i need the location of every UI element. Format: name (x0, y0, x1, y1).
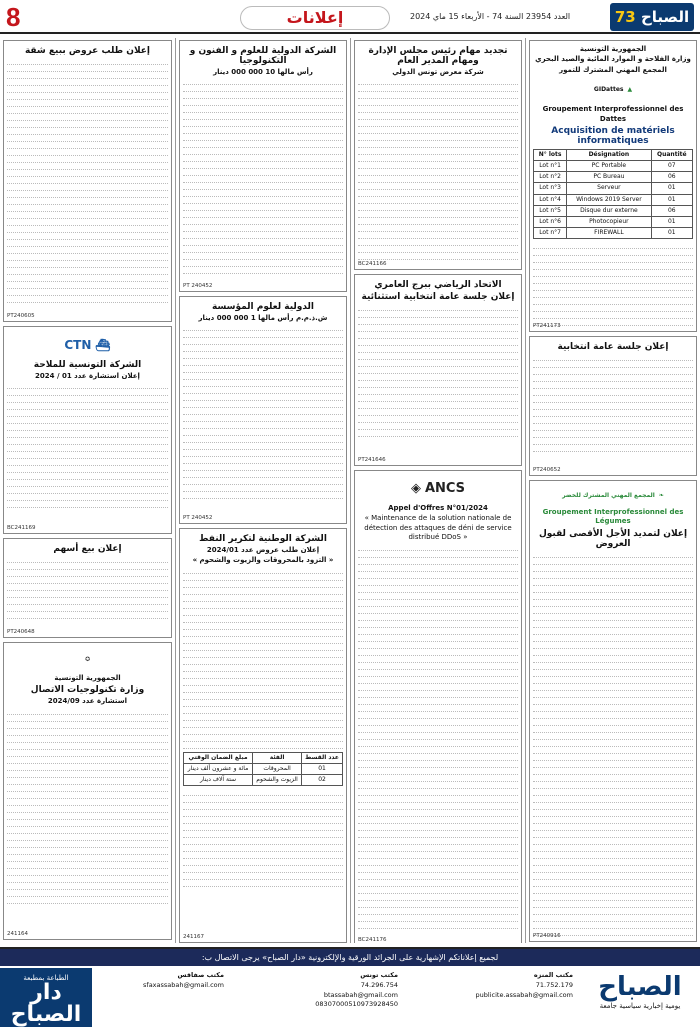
ad-code: PT 240452 (183, 282, 213, 289)
ad-ctn (3, 326, 172, 534)
ad-body-lines (7, 58, 168, 322)
table-cell: 01 (651, 216, 692, 227)
column-1 (525, 38, 700, 943)
office-email: sfaxassabah@gmail.com (143, 980, 224, 989)
office-email: btassabah@gmail.com (323, 990, 398, 999)
ad-title: الاتحاد الرياضي ببرج العامري (374, 280, 502, 290)
ad-body-lines (7, 382, 168, 534)
ad-code: 241167 (183, 933, 204, 940)
ad-code: 241164 (7, 930, 28, 937)
table-cell: Serveur (567, 183, 651, 194)
ad-body-lines (358, 304, 518, 466)
ad-code: BC241166 (358, 260, 387, 267)
section-title: إعلانات (240, 6, 390, 30)
ad-apartment-sale (3, 40, 172, 322)
table-cell: Disque dur externe (567, 205, 651, 216)
ad-code: PT240605 (7, 312, 35, 319)
ad-title: تجديد مهام رئيس مجلس الإدارة ومهام المدير العام (368, 46, 508, 66)
table-cell: 01 (651, 183, 692, 194)
right-logo-sub: يومية إخبارية سياسية جامعة (599, 1002, 681, 1010)
guarantee-table (183, 752, 343, 786)
column-3 (175, 38, 350, 943)
ad-sub: رأس مالها 10 000 000 دينار (213, 68, 313, 76)
masthead-logo (610, 3, 694, 31)
table-cell: ستة آلاف دينار (184, 775, 253, 786)
table-cell: Lot n°5 (534, 205, 567, 216)
ad-body-lines (358, 544, 518, 943)
ship-icon: ⛴ (95, 337, 111, 352)
office-phone: 74.296.754 (360, 980, 398, 989)
table-cell: مائة و عشرون ألف دينار (184, 763, 253, 774)
ad-title: إعلان جلسة عامة انتخابية (557, 342, 669, 352)
footer-right-logo (580, 968, 700, 1027)
ad-intl-enterprise (179, 296, 347, 524)
footer-bar: لجميع إعلاناتكم الإشهارية على الجرائد الورقية والإلكترونية «دار الصباح» يرجى الاتصال ب: (0, 949, 700, 966)
table-row (534, 227, 693, 238)
table-cell: PC Bureau (567, 172, 651, 183)
ad-title: إعلان طلب عروض ببيع شقة (24, 46, 151, 56)
table-cell: Lot n°1 (534, 161, 567, 172)
ad-body-lines-2 (183, 789, 343, 887)
ad-fr-org: Groupement Interprofessionnel des Dattes (542, 105, 684, 123)
issue-line: العدد 23954 السنة 74 - الأربعاء 15 ماي 2024 (410, 12, 571, 21)
legumes-logo (533, 486, 693, 506)
ad-code: PT241646 (358, 456, 386, 463)
ad-assembly (529, 336, 697, 476)
ad-sub2: « التزود بالمحروقات والزيوت والشحوم » (192, 556, 334, 565)
lots-table (533, 149, 693, 239)
table-row (534, 205, 693, 216)
table-cell: Lot n°6 (534, 216, 567, 227)
ad-ministry-comm (3, 642, 172, 940)
ad-sub: وزارة الفلاحة و الموارد المائية والصيد البحري (535, 55, 691, 64)
ad-sub: « Maintenance de la solution nationale de détection des attaques de déni de service distribué DDoS » (364, 514, 512, 542)
ad-kram-expo (354, 40, 522, 270)
table-cell: Lot n°4 (534, 194, 567, 205)
ad-body-lines (183, 324, 343, 524)
ad-stir (179, 528, 347, 943)
ancs-icon: ◈ (410, 481, 421, 497)
ad-code: PT241173 (533, 322, 561, 329)
logo-label: GIDattes (593, 86, 624, 94)
ad-title: الجمهورية التونسية (54, 674, 121, 682)
table-row (184, 775, 343, 786)
table-row (534, 194, 693, 205)
ad-legumes (529, 480, 697, 942)
page-number: 8 (6, 2, 21, 32)
table-cell: Lot n°3 (534, 183, 567, 194)
table-cell: 01 (651, 227, 692, 238)
ad-sub: إعلان استشارة عدد 01 / 2024 (35, 372, 140, 380)
table-cell: 06 (651, 205, 692, 216)
ad-fr-title: Acquisition de matériels informatiques (551, 126, 675, 147)
table-cell: Lot n°7 (534, 227, 567, 238)
ministry-logo (7, 648, 168, 672)
column-2 (350, 38, 525, 943)
ad-code: PT 240452 (183, 514, 213, 521)
ad-code: PT240648 (7, 628, 35, 635)
office-name: مكتب تونس (360, 971, 398, 979)
table-cell: PC Portable (567, 161, 651, 172)
ad-body-lines (533, 551, 693, 942)
page-header (0, 0, 700, 34)
table-cell: الزيوت والشحوم (253, 775, 302, 786)
ad-code: BC241169 (7, 524, 36, 531)
logo-text: الصباح (640, 8, 690, 26)
ad-sports-union (354, 274, 522, 466)
footer-office-sfax (98, 969, 228, 1027)
ad-title: إعلان لتمديد الأجل الأقصى لقبول العروض (538, 528, 688, 549)
table-row (534, 172, 693, 183)
ad-title: Appel d'Offres N°01/2024 (388, 504, 488, 512)
footer (0, 947, 700, 1027)
logo-number: 73 (614, 8, 636, 26)
ad-intl-science (179, 40, 347, 292)
office-name: مكتب صفاقس (177, 971, 224, 979)
th-amount: مبلغ الضمان الوقتي (184, 752, 253, 763)
ad-body-lines (358, 78, 518, 270)
table-row (534, 161, 693, 172)
ad-sub: إعلان طلب عروض عدد 2024/01 (206, 546, 320, 554)
table-cell: المحروقات (253, 763, 302, 774)
table-row (534, 216, 693, 227)
table-cell: Windows 2019 Server (567, 194, 651, 205)
ad-gidattes (529, 40, 697, 332)
emblem-icon: ✪ (84, 655, 91, 663)
ad-org: Groupement Interprofessionnel des Légumes (542, 508, 684, 526)
ad-body-lines (7, 708, 168, 940)
table-cell: 02 (302, 775, 343, 786)
table-row (184, 763, 343, 774)
ad-title: الشركة الدولية للعلوم و الفنون و التكنولوجيا (189, 46, 337, 66)
ad-body-lines (183, 567, 343, 749)
th-lot: عدد القسط (302, 752, 343, 763)
ad-body-lines (533, 354, 693, 476)
table-cell: Photocopieur (567, 216, 651, 227)
footer-left-logo (0, 968, 92, 1027)
th-category: الفئة (253, 752, 302, 763)
table-cell: 01 (651, 194, 692, 205)
ancs-logo (358, 476, 518, 502)
ad-shares-sale (3, 538, 172, 638)
office-iban: 08307000510973928450 (315, 1000, 398, 1009)
logo-label: ANCS (424, 481, 466, 497)
left-logo-text: دار الصباح (10, 980, 82, 1027)
ad-sub2: المجمع المهني المشترك للتمور (559, 65, 667, 74)
ad-title: الشركة التونسية للملاحة (33, 360, 142, 370)
table-cell: 07 (651, 161, 692, 172)
logo-label: CTN (64, 337, 92, 352)
office-email: publicite.assabah@gmail.com (475, 990, 573, 999)
footer-office-menzah (405, 969, 577, 1027)
ad-title: الدولية لعلوم المؤسسة (211, 302, 314, 312)
ad-code: BC241176 (358, 936, 387, 943)
ad-body-lines (533, 242, 693, 332)
right-logo-text: الصباح (598, 972, 682, 1002)
table-cell: Lot n°2 (534, 172, 567, 183)
ad-title: إعلان بيع أسهم (53, 544, 122, 554)
palm-icon: ▲ (627, 86, 633, 94)
th-qty: Quantité (651, 150, 692, 161)
table-cell: FIREWALL (567, 227, 651, 238)
ad-sub: شركة معرض تونس الدولي (392, 68, 484, 76)
table-cell: 01 (302, 763, 343, 774)
th-desig: Désignation (567, 150, 651, 161)
ad-sub2: استشارة عدد 2024/09 (47, 697, 128, 706)
ad-code: PT240652 (533, 466, 561, 473)
table-row (534, 183, 693, 194)
ad-title: الشركة الوطنية لتكرير النفط (199, 534, 327, 544)
ad-code: PT240916 (533, 932, 561, 939)
logo-label: المجمع المهني المشترك للخضر (562, 491, 655, 499)
table-cell: 06 (651, 172, 692, 183)
column-4 (0, 38, 175, 943)
leaf-icon: ❧ (658, 491, 664, 499)
left-logo-sub: الطباعة بمطبعة (23, 974, 69, 982)
th-lot: N° lots (534, 150, 567, 161)
office-phone: 71.752.179 (535, 980, 573, 989)
footer-office-tunis (232, 969, 402, 1027)
ad-body-lines (7, 556, 168, 638)
ad-body-lines (183, 78, 343, 292)
ad-sub: إعلان جلسة عامة انتخابية استثنائية (361, 292, 515, 302)
ad-title: الجمهورية التونسية (579, 45, 647, 53)
gidattes-logo (533, 77, 693, 103)
ad-ancs (354, 470, 522, 943)
ad-sub: وزارة تكنولوجيات الاتصال (30, 685, 145, 696)
ctn-logo (7, 332, 168, 358)
office-name: مكتب المنزه (533, 971, 573, 979)
ad-sub: ش.ذ.م.م رأس مالها 1 000 000 دينار (198, 314, 328, 322)
